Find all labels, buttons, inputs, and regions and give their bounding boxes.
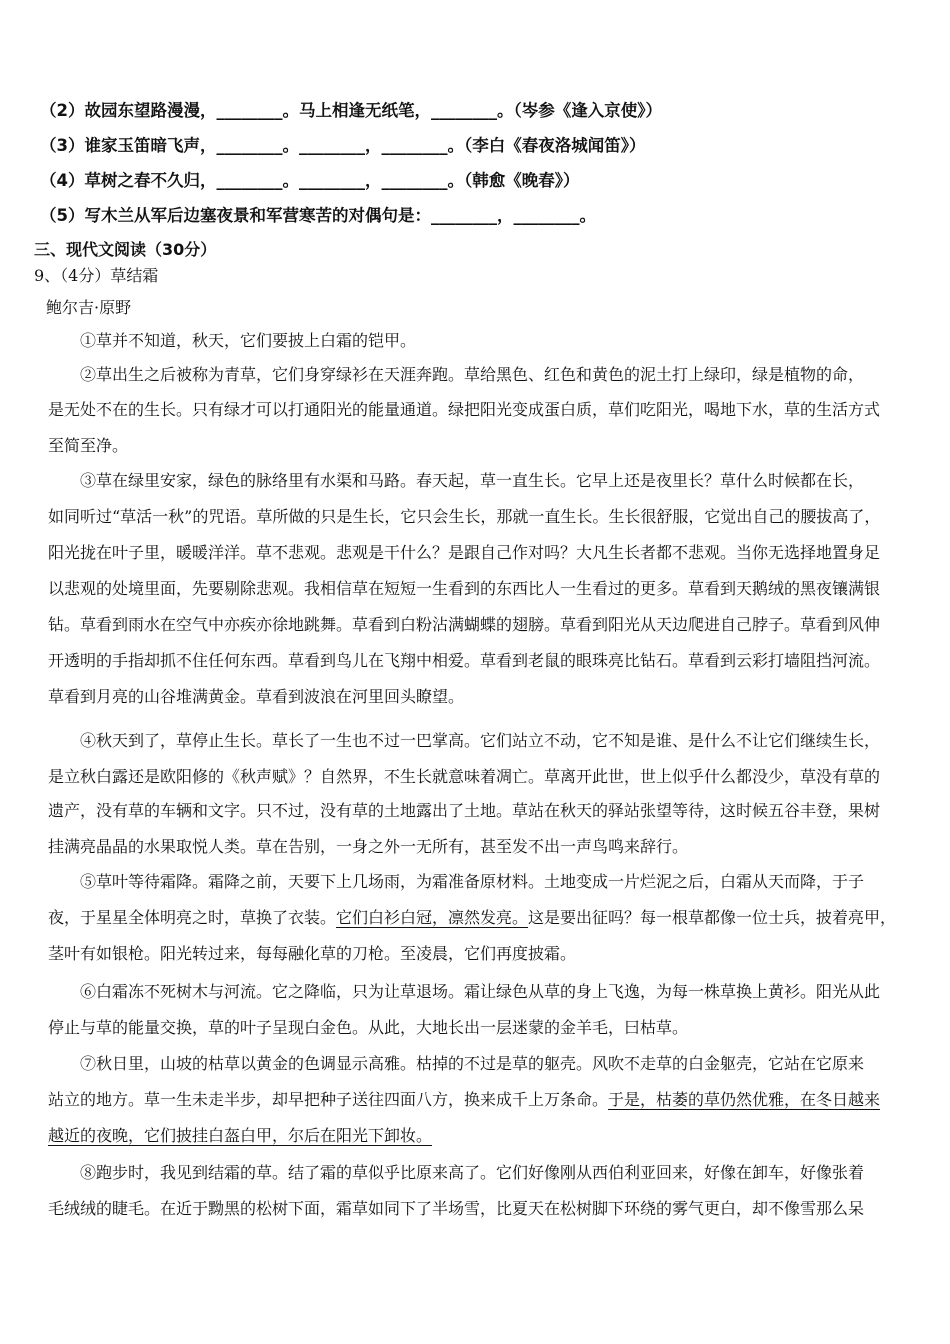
paragraph-4-line: 是立秋白露还是欧阳修的《秋声赋》？自然界，不生长就意味着凋亡。草离开此世，世上似乎什么都没少，草没有草的 [48, 767, 881, 786]
paragraph-4-line: 挂满亮晶晶的水果取悦人类。草在告别，一身之外一无所有，甚至发不出一声鸟鸣来辞行。 [48, 837, 689, 856]
paragraph-8-line: ⑧跑步时，我见到结霜的草。结了霜的草似乎比原来高了。它们好像刚从西伯利亚回来，好像在卸车，好像张着 [80, 1163, 865, 1182]
question-4: （4）草树之春不久归，________。________，________。（韩愈《晚春》） [40, 171, 580, 190]
paragraph-4-line: ④秋天到了，草停止生长。草长了一生也不过一巴掌高。它们站立不动，它不知是谁、是什么不让它们继续生长， [80, 731, 881, 750]
question-5: （5）写木兰从军后边塞夜景和军营寒苦的对偶句是：________，________。 [40, 206, 596, 225]
paragraph-2-line: 是无处不在的生长。只有绿才可以打通阳光的能量通道。绿把阳光变成蛋白质，草们吃阳光，喝地下水，草的生活方式 [48, 400, 881, 419]
paragraph-3-line: 以悲观的处境里面，先要剔除悲观。我相信草在短短一生看到的东西比人一生看过的更多。草看到天鹅绒的黑夜镶满银 [48, 579, 881, 598]
paragraph-5-line: 茎叶有如银枪。阳光转过来，每每融化草的刀枪。至凌晨，它们再度披霜。 [48, 944, 577, 963]
paragraph-3-line: ③草在绿里安家，绿色的脉络里有水渠和马路。春天起，草一直生长。它早上还是夜里长？草什么时候都在长， [80, 471, 865, 490]
paragraph-5-line: ⑤草叶等待霜降。霜降之前，天要下上几场雨，为霜准备原材料。土地变成一片烂泥之后，白霜从天而降，于子 [80, 872, 865, 891]
paragraph-6-line: ⑥白霜冻不死树木与河流。它之降临，只为让草退场。霜让绿色从草的身上飞逸，为每一株草换上黄衫。阳光从此 [80, 982, 881, 1001]
paragraph-2-line: ②草出生之后被称为青草，它们身穿绿衫在天涯奔跑。草给黑色、红色和黄色的泥土打上绿印，绿是植物的命， [80, 365, 865, 384]
paragraph-6-line: 停止与草的能量交换，草的叶子呈现白金色。从此，大地长出一层迷蒙的金羊毛，曰枯草。 [48, 1018, 689, 1037]
paragraph-1-line: ①草并不知道，秋天，它们要披上白霜的铠甲。 [80, 331, 417, 350]
paragraph-5-text: 夜，于星星全体明亮之时，草换了衣装。 [48, 908, 337, 927]
paragraph-4-line: 遗产，没有草的车辆和文字。只不过，没有草的土地露出了土地。草站在秋天的驿站张望等待，这时候五谷丰登，果树 [48, 801, 881, 820]
paragraph-3-line: 开透明的手指却抓不住任何东西。草看到鸟儿在飞翔中相爱。草看到老鼠的眼珠亮比钻石。草看到云彩打墙阻挡河流。 [48, 651, 881, 670]
underlined-sentence: 它们白衫白冠，凛然发亮。 [336, 908, 529, 927]
section-title: 三、现代文阅读（30分） [34, 240, 217, 259]
underlined-sentence: 于是，枯萎的草仍然优雅，在冬日越来 [608, 1090, 881, 1109]
question-2: （2）故园东望路漫漫，________。马上相逢无纸笔，________。（岑参《逢入京使》） [40, 101, 662, 120]
paragraph-3-line: 钻。草看到雨水在空气中亦疾亦徐地跳舞。草看到白粉沾满蝴蝶的翅膀。草看到阳光从天边爬进自己脖子。草看到风伸 [48, 615, 881, 634]
paragraph-7-text: 站立的地方。草一生未走半步，却早把种子送往四面八方，换来成千上万条命。 [48, 1090, 609, 1109]
paragraph-3-line: 阳光拢在叶子里，暖暖洋洋。草不悲观。悲观是干什么？是跟自己作对吗？大凡生长者都不悲观。当你无选择地置身足 [48, 543, 881, 562]
paragraph-8-line: 毛绒绒的睫毛。在近于黝黑的松树下面，霜草如同下了半场雪，比夏天在松树脚下环绕的雾气更白，却不像雪那么呆 [48, 1199, 865, 1218]
underlined-sentence: 越近的夜晚，它们披挂白盔白甲，尔后在阳光下卸妆。 [48, 1126, 433, 1145]
question-3: （3）谁家玉笛暗飞声，________。________，________。（李白《春夜洛城闻笛》） [40, 136, 646, 155]
paragraph-3-line: 如同听过“草活一秋”的咒语。草所做的只是生长，它只会生长，那就一直生长。生长很舒服，它觉出自己的腰拔高了， [48, 507, 881, 526]
paragraph-7-line [48, 1089, 880, 1111]
paragraph-7-line [48, 1125, 432, 1147]
paragraph-5-text: 这是要出征吗？每一根草都像一位士兵，披着亮甲， [528, 908, 897, 927]
paragraph-2-line: 至简至净。 [48, 436, 129, 455]
paragraph-7-line: ⑦秋日里，山坡的枯草以黄金的色调显示高雅。枯掉的不过是草的躯壳。风吹不走草的白金躯壳，它站在它原来 [80, 1054, 865, 1073]
author: 鲍尔吉·原野 [46, 298, 132, 317]
paragraph-3-line: 草看到月亮的山谷堆满黄金。草看到波浪在河里回头瞭望。 [48, 687, 465, 706]
item-title: 9、（4分）草结霜 [34, 266, 159, 285]
paragraph-5-line [48, 907, 896, 929]
